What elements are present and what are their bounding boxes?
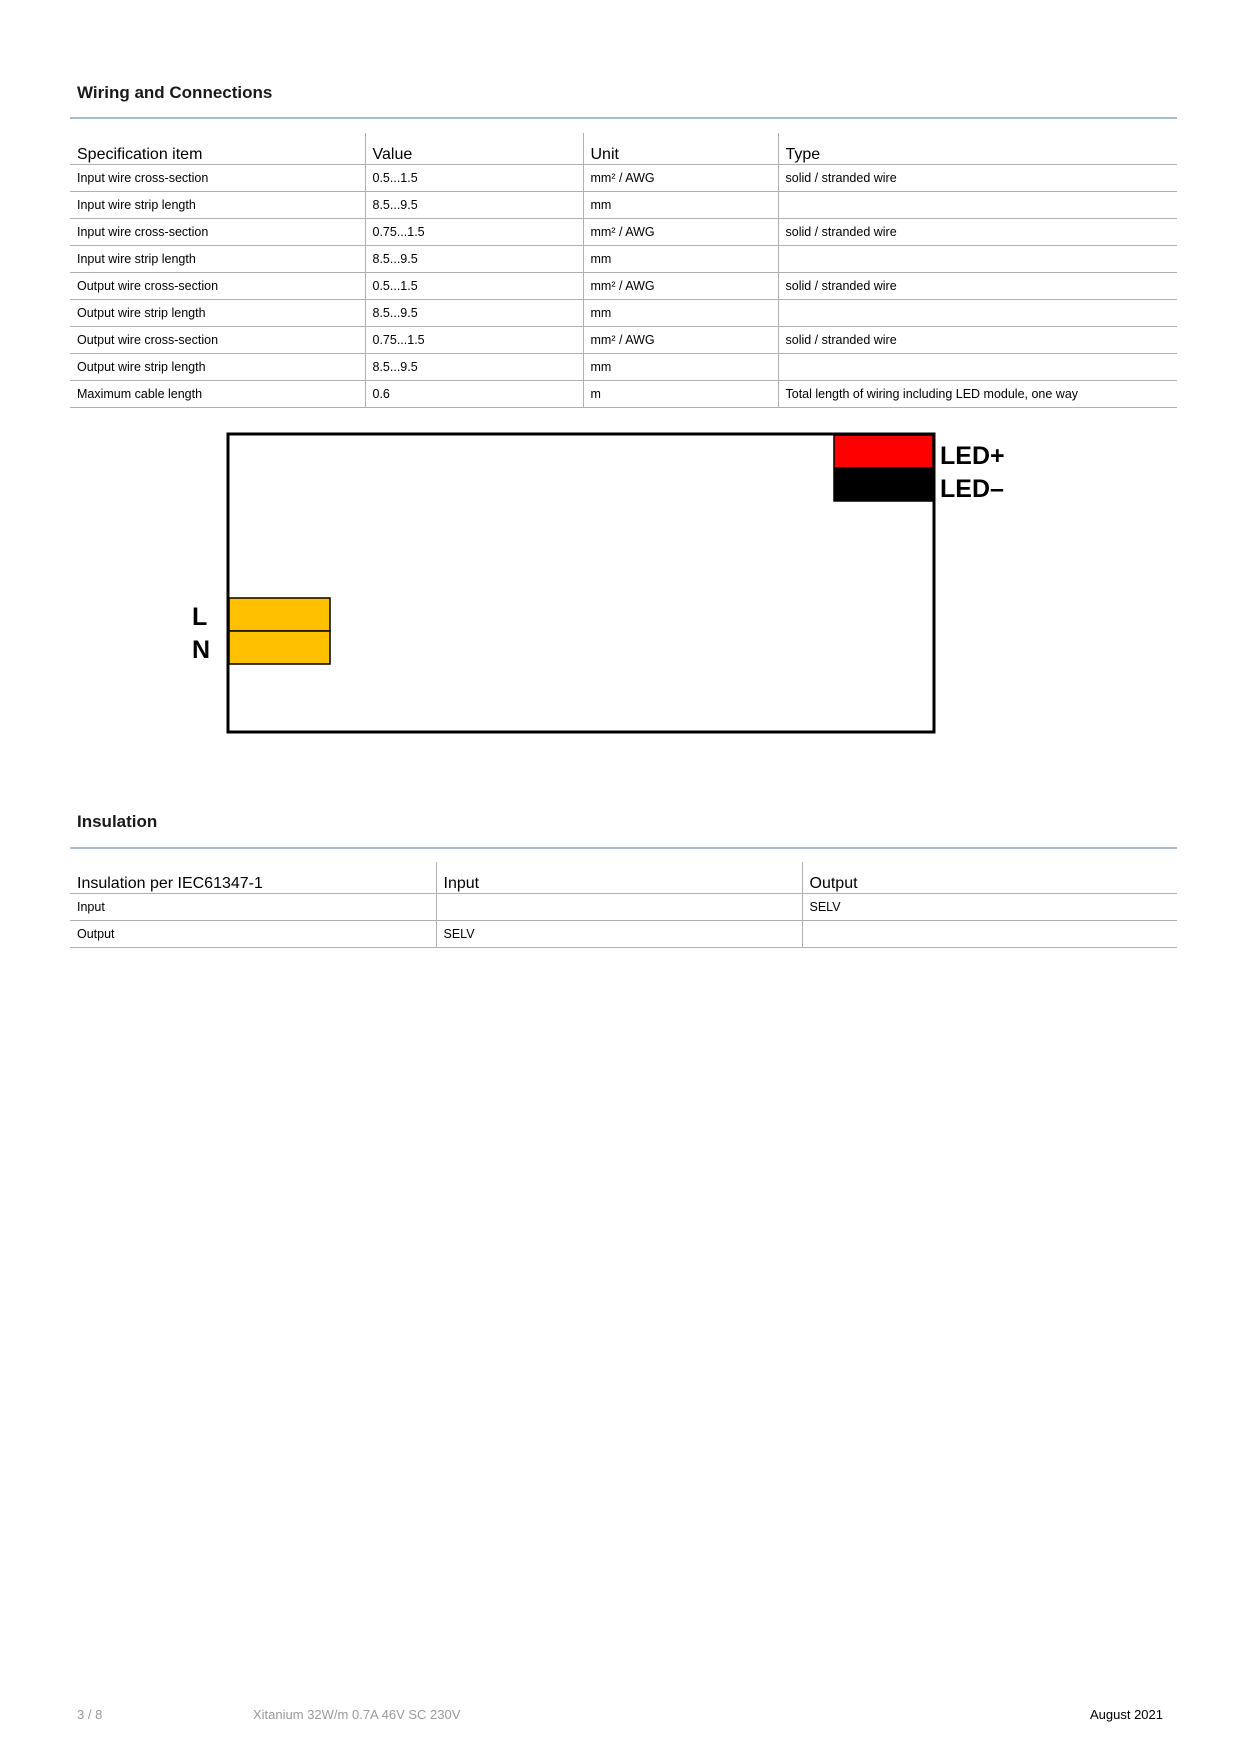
table-cell: mm² / AWG xyxy=(583,165,778,192)
table-row xyxy=(70,327,1177,354)
table-cell: SELV xyxy=(436,921,802,948)
wiring-section-divider xyxy=(70,117,1177,119)
table-row xyxy=(70,894,1177,921)
table-header-row xyxy=(70,862,1177,894)
table-row xyxy=(70,354,1177,381)
table-cell: mm² / AWG xyxy=(583,273,778,300)
table-cell: Input xyxy=(70,894,436,921)
table-cell xyxy=(778,192,1177,219)
table-cell: mm² / AWG xyxy=(583,219,778,246)
table-cell: 0.5...1.5 xyxy=(365,165,583,192)
table-cell: mm xyxy=(583,354,778,381)
column-header: Unit xyxy=(583,133,778,165)
column-header: Specification item xyxy=(70,133,365,165)
wiring-diagram xyxy=(180,430,1020,740)
table-cell: mm xyxy=(583,246,778,273)
table-cell xyxy=(436,894,802,921)
table-cell: Input wire strip length xyxy=(70,192,365,219)
table-row xyxy=(70,921,1177,948)
table-cell: 0.75...1.5 xyxy=(365,327,583,354)
column-header: Insulation per IEC61347-1 xyxy=(70,862,436,894)
n-label: N xyxy=(192,636,211,664)
table-cell: 8.5...9.5 xyxy=(365,354,583,381)
wiring-spec-table xyxy=(70,133,1177,408)
table-cell: Output xyxy=(70,921,436,948)
table-cell: 8.5...9.5 xyxy=(365,246,583,273)
column-header: Value xyxy=(365,133,583,165)
table-cell: 0.75...1.5 xyxy=(365,219,583,246)
insulation-table xyxy=(70,862,1177,948)
table-cell: mm xyxy=(583,300,778,327)
table-cell: Maximum cable length xyxy=(70,381,365,408)
table-row xyxy=(70,273,1177,300)
table-cell: Output wire cross-section xyxy=(70,273,365,300)
l-label: L xyxy=(192,603,208,631)
column-header: Output xyxy=(802,862,1177,894)
table-row xyxy=(70,192,1177,219)
table-cell: Output wire cross-section xyxy=(70,327,365,354)
table-cell: 0.6 xyxy=(365,381,583,408)
driver-housing xyxy=(228,434,934,732)
table-cell: 8.5...9.5 xyxy=(365,300,583,327)
led-plus-label: LED+ xyxy=(940,442,1005,470)
table-cell: Input wire cross-section xyxy=(70,219,365,246)
table-cell: Output wire strip length xyxy=(70,300,365,327)
l-terminal xyxy=(229,598,330,631)
table-cell xyxy=(802,921,1177,948)
led-minus-label: LED– xyxy=(940,475,1004,503)
column-header: Type xyxy=(778,133,1177,165)
table-cell: Output wire strip length xyxy=(70,354,365,381)
table-cell: solid / stranded wire xyxy=(778,165,1177,192)
table-row xyxy=(70,165,1177,192)
table-row xyxy=(70,300,1177,327)
table-row xyxy=(70,381,1177,408)
insulation-section-divider xyxy=(70,847,1177,849)
led-minus-terminal xyxy=(834,468,933,501)
table-cell: Input wire strip length xyxy=(70,246,365,273)
led-plus-terminal xyxy=(834,435,933,468)
table-cell xyxy=(778,354,1177,381)
wiring-section-title: Wiring and Connections xyxy=(77,83,273,102)
table-cell: solid / stranded wire xyxy=(778,219,1177,246)
product-name: Xitanium 32W/m 0.7A 46V SC 230V xyxy=(253,1707,461,1722)
table-cell xyxy=(778,300,1177,327)
table-row xyxy=(70,246,1177,273)
table-cell: 0.5...1.5 xyxy=(365,273,583,300)
n-terminal xyxy=(229,631,330,664)
table-cell: Input wire cross-section xyxy=(70,165,365,192)
table-cell: Total length of wiring including LED module, one way xyxy=(778,381,1177,408)
table-row xyxy=(70,219,1177,246)
table-cell: mm² / AWG xyxy=(583,327,778,354)
table-cell: 8.5...9.5 xyxy=(365,192,583,219)
table-cell: solid / stranded wire xyxy=(778,327,1177,354)
table-cell xyxy=(778,246,1177,273)
table-cell: mm xyxy=(583,192,778,219)
table-header-row xyxy=(70,133,1177,165)
table-cell: m xyxy=(583,381,778,408)
column-header: Input xyxy=(436,862,802,894)
table-cell: solid / stranded wire xyxy=(778,273,1177,300)
document-date: August 2021 xyxy=(1089,1707,1163,1722)
insulation-section-title: Insulation xyxy=(77,812,158,831)
page-number: 3 / 8 xyxy=(77,1707,103,1722)
table-cell: SELV xyxy=(802,894,1177,921)
